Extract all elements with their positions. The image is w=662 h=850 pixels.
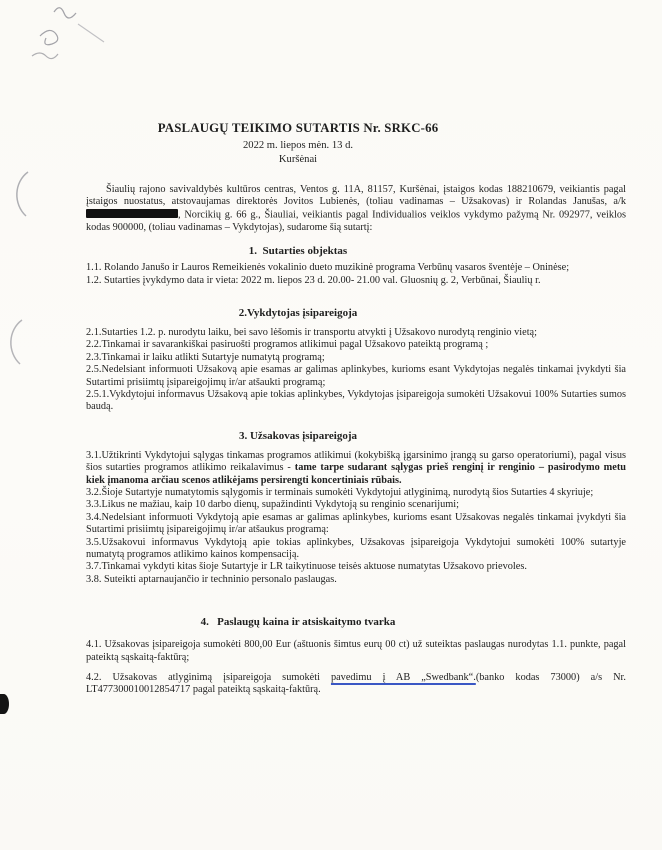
clause-3-1-bold-text: tame tarpe sudarant sąlygas prieš renginį ir renginio – pasirodymo metu kiek įmanoma arčiau scenos atlikėjams persirengti koncertiniais rūbais. <box>86 462 626 486</box>
clause-3-4: 3.4.Nedelsiant informuoti Vykdytoją apie esamas ar galimas aplinkybes, kurioms esant Užsakovas negalės tinkamai įvykdyti šia Sutartimi prisiimtų įsipareigojimų ir/ar atšaukus programą: <box>86 511 626 536</box>
section-4-heading: 4. Paslaugų kaina ir atsiskaitymo tvarka <box>200 616 396 629</box>
clause-3-3: 3.3.Likus ne mažiau, kaip 10 darbo dienų, supažindinti Vykdytoją su renginio scenarijumi; <box>86 499 460 511</box>
document-date-line: 2022 m. liepos mėn. 13 d. <box>242 140 354 151</box>
clause-3-2: 3.2.Šioje Sutartyje numatytomis sąlygomis ir terminais sumokėti Vykdytojui atlyginimą, nurodytą šios Sutarties 4 skyriuje; <box>86 487 594 498</box>
clause-2-1: 2.1.Sutarties 1.2. p. nurodytu laiku, bei savo lėšomis ir transportu atvykti į Užsakovo nurodytą renginio vietą; <box>86 326 537 338</box>
clause-1-1: 1.1. Rolando Janušo ir Lauros Remeikienės vokalinio dueto muzikinė programa Verbūnų vasaros šventėje – Oninėse; <box>86 262 570 274</box>
redaction-mark <box>86 209 178 219</box>
clause-3-1 <box>86 450 626 487</box>
clause-3-1-text: 3.1.Užtikrinti Vykdytojui sąlygas tinkamas programos atlikimui (kokybišką įgarsinimo įrangą su garso operatoriumi), pagal visus šios sutarties programos atlikimo reikalavimus - <box>86 449 626 474</box>
clause-2-2: 2.2.Tinkamai ir savarankiškai pasiruošti programos atlikimui pagal Užsakovo pateiktą programą ; <box>86 339 489 351</box>
preamble-text-after: , Norcikių g. 66 g., Šiauliai, veikiantis pagal Individualios veiklos vykdymo pažymą Nr. 092977, veiklos kodas 900000, (toliau vadinamas – Vykdytojas), sudarome šią sutartį: <box>86 209 626 233</box>
section-3-uzsakovas-isipareigoja <box>86 430 626 586</box>
section-3-heading: 3. Užsakovas įsipareigoja <box>238 429 358 442</box>
clause-3-8: 3.8. Suteikti aptarnaujančio ir techninio personalo paslaugas. <box>86 573 337 585</box>
ink-smudge <box>0 694 9 714</box>
clause-4-2 <box>86 672 626 697</box>
clause-3-5: 3.5.Užsakovui informavus Vykdytoją apie tokias aplinkybes, Užsakovas įsipareigoja Vykdytojui sumokėti 100% sutartyje numatytą programos atlikimo kainos kompensaciją. <box>86 536 626 561</box>
document-place-line: Kuršėnai <box>278 154 318 165</box>
pen-curve-mark-lower <box>4 318 26 366</box>
pen-curve-mark-upper <box>10 170 32 218</box>
document-body <box>86 0 626 697</box>
clause-4-1: 4.1. Užsakovas įsipareigoja sumokėti 800,00 Eur (aštuonis šimtus eurų 00 ct) už suteiktas paslaugas nurodytas 1.1. punkte, pagal pateiktą sąskaitą-faktūrą; <box>86 639 626 663</box>
pen-underlined-text: pavedimu į AB „Swedbank“. <box>330 672 476 684</box>
clause-2-3: 2.3.Tinkamai ir laiku atlikti Sutartyje numatytą programą; <box>86 351 325 363</box>
section-1-sutarties-objektas <box>86 245 626 287</box>
clause-4-2-text-a: 4.2. Užsakovas atlyginimą įsipareigoja sumokėti <box>86 672 331 684</box>
preamble-text-before: Šiaulių rajono savivaldybės kultūros centras, Ventos g. 11A, 81157, Kuršėnai, įstaigos kodas 188210679, veikiantis pagal įstaigos nuostatus, atstovaujamas direktorės Jovitos Lubienės, (toliau vadinamas – Užsakovas) ir Rolandas Janušas, a/k <box>86 184 626 208</box>
clause-4-2-text-b: (banko kodas 73000) a/s Nr. LT477300010012854717 pagal pateiktą sąskaitą-faktūrą. <box>86 672 626 696</box>
clause-2-5: 2.5.Nedelsiant informuoti Užsakovą apie esamas ar galimas aplinkybes, kurioms esant Vykdytojas negalės tinkamai įvykdyti šia Sutartimi prisiimtų įsipareigojimų ir/ar atšaukti programą; <box>86 364 626 388</box>
section-1-heading: 1. Sutarties objektas <box>248 245 348 258</box>
clause-3-7: 3.7.Tinkamai vykdyti kitas šioje Sutartyje ir LR taikytinuose teisės aktuose numatytas Užsakovo prievoles. <box>86 561 527 573</box>
clause-1-2: 1.2. Sutarties įvykdymo data ir vieta: 2022 m. liepos 23 d. 20.00- 21.00 val. Gluosnių g. 2, Verbūnai, Šiaulių r. <box>86 274 541 286</box>
preamble-paragraph <box>86 184 626 234</box>
document-title: PASLAUGŲ TEIKIMO SUTARTIS Nr. SRKC-66 <box>157 121 439 135</box>
clause-2-5-1: 2.5.1.Vykdytojui informavus Užsakovą apie tokias aplinkybes, Vykdytojas įsipareigoja sumokėti Užsakovui 100% Sutarties sumos baudą. <box>86 388 626 413</box>
section-2-heading: 2.Vykdytojas įsipareigoja <box>238 306 358 319</box>
section-2-vykdytojas-isipareigoja <box>86 307 626 414</box>
section-4-paslaugu-kaina <box>86 616 626 697</box>
